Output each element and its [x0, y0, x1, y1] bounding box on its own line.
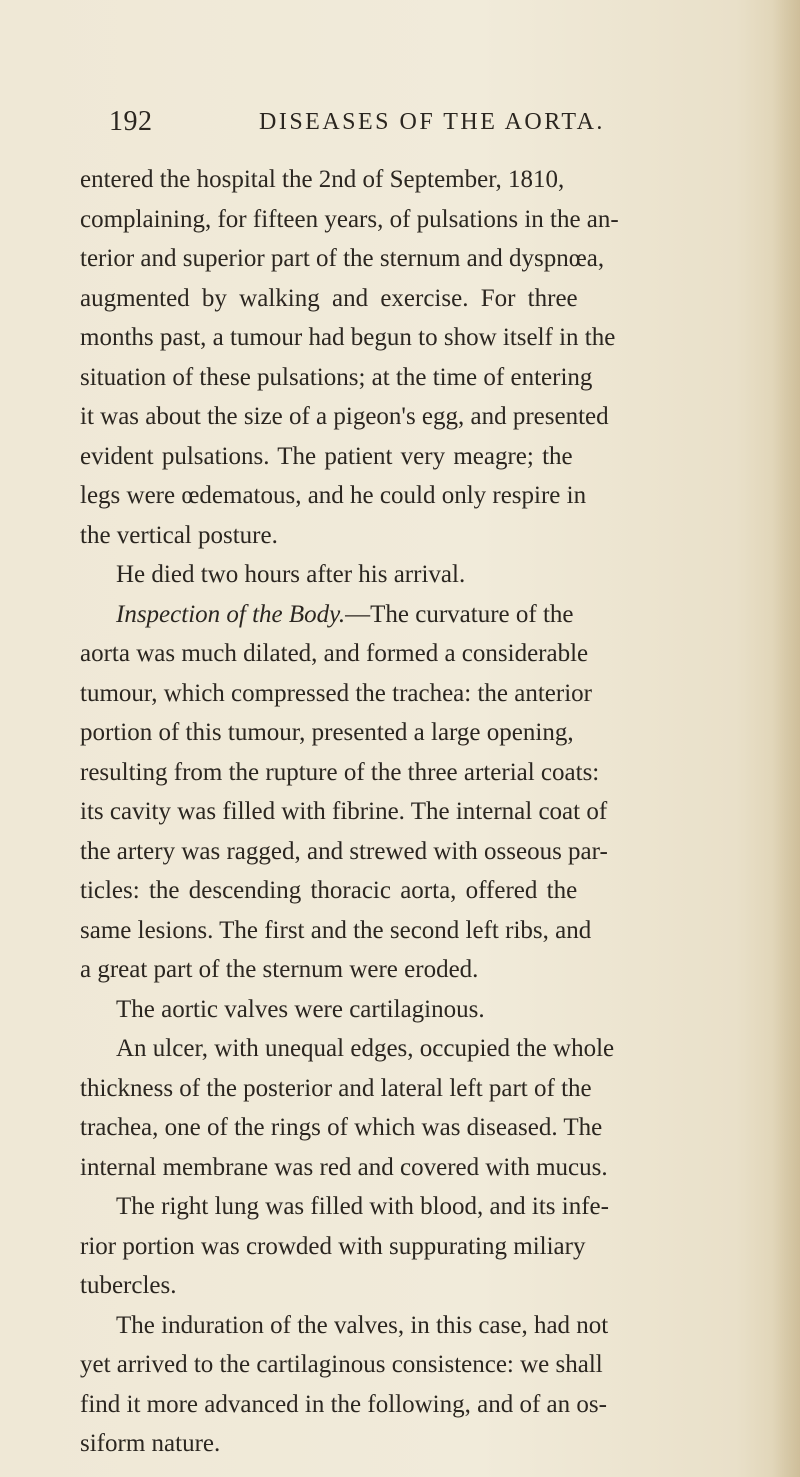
text-line: ticles: the descending thoracic aorta, offered the	[80, 877, 578, 904]
text-line: it was about the size of a pigeon's egg, and presented	[80, 403, 609, 430]
text-line: a great part of the sternum were eroded.	[80, 956, 479, 983]
section-heading-inspection: Inspection of the Body.	[116, 600, 346, 628]
text-line: situation of these pulsations; at the time of entering	[80, 363, 593, 391]
text-line: complaining, for fifteen years, of pulsations in the an-	[80, 205, 619, 233]
paragraph-line	[80, 595, 720, 635]
text-line: months past, a tumour had begun to show itself in the	[80, 324, 616, 351]
paragraph-line: The aortic valves were cartilaginous.	[116, 995, 485, 1023]
text-line: terior and superior part of the sternum and dyspnœa,	[80, 245, 605, 272]
text-line: evident pulsations. The patient very meagre; the	[80, 442, 573, 470]
text-line: tubercles.	[80, 1272, 177, 1299]
running-title: DISEASES OF THE AORTA.	[259, 109, 605, 135]
page-edge-shadow	[772, 0, 800, 1477]
text-line: aorta was much dilated, and formed a considerable	[80, 640, 589, 667]
text-line: thickness of the posterior and lateral left part of the	[80, 1074, 592, 1102]
text-line: entered the hospital the 2nd of September, 1810,	[80, 166, 565, 193]
text-line: its cavity was filled with fibrine. The internal coat of	[80, 798, 608, 825]
text-line: same lesions. The first and the second left ribs, and	[80, 916, 592, 944]
text-line: yet arrived to the cartilaginous consistence: we shall	[80, 1351, 603, 1378]
text-line: legs were œdematous, and he could only respire in	[80, 482, 587, 509]
text-line: the vertical posture.	[80, 521, 278, 549]
text-line: find it more advanced in the following, and of an os-	[80, 1390, 607, 1418]
body-text	[80, 160, 720, 1464]
text-line-continuation: —The curvature of the	[345, 600, 574, 628]
text-line: the artery was ragged, and strewed with osseous par-	[80, 837, 608, 865]
text-line: trachea, one of the rings of which was diseased. The	[80, 1114, 603, 1141]
paragraph-line: An ulcer, with unequal edges, occupied the whole	[116, 1035, 615, 1062]
text-line: portion of this tumour, presented a large opening,	[80, 719, 574, 746]
text-line: resulting from the rupture of the three arterial coats:	[80, 758, 600, 786]
paragraph-line: The right lung was filled with blood, and its infe-	[116, 1193, 609, 1220]
text-line: internal membrane was red and covered with mucus.	[80, 1153, 608, 1181]
text-line: siform nature.	[80, 1430, 221, 1457]
paragraph-line: The induration of the valves, in this case, had not	[116, 1311, 609, 1339]
text-line: rior portion was crowded with suppurating miliary	[80, 1232, 586, 1260]
text-line: tumour, which compressed the trachea: the anterior	[80, 679, 592, 707]
page-number: 192	[109, 106, 153, 137]
page-header	[109, 106, 709, 142]
paragraph-line: He died two hours after his arrival.	[116, 561, 466, 588]
text-line: augmented by walking and exercise. For three	[80, 284, 578, 312]
